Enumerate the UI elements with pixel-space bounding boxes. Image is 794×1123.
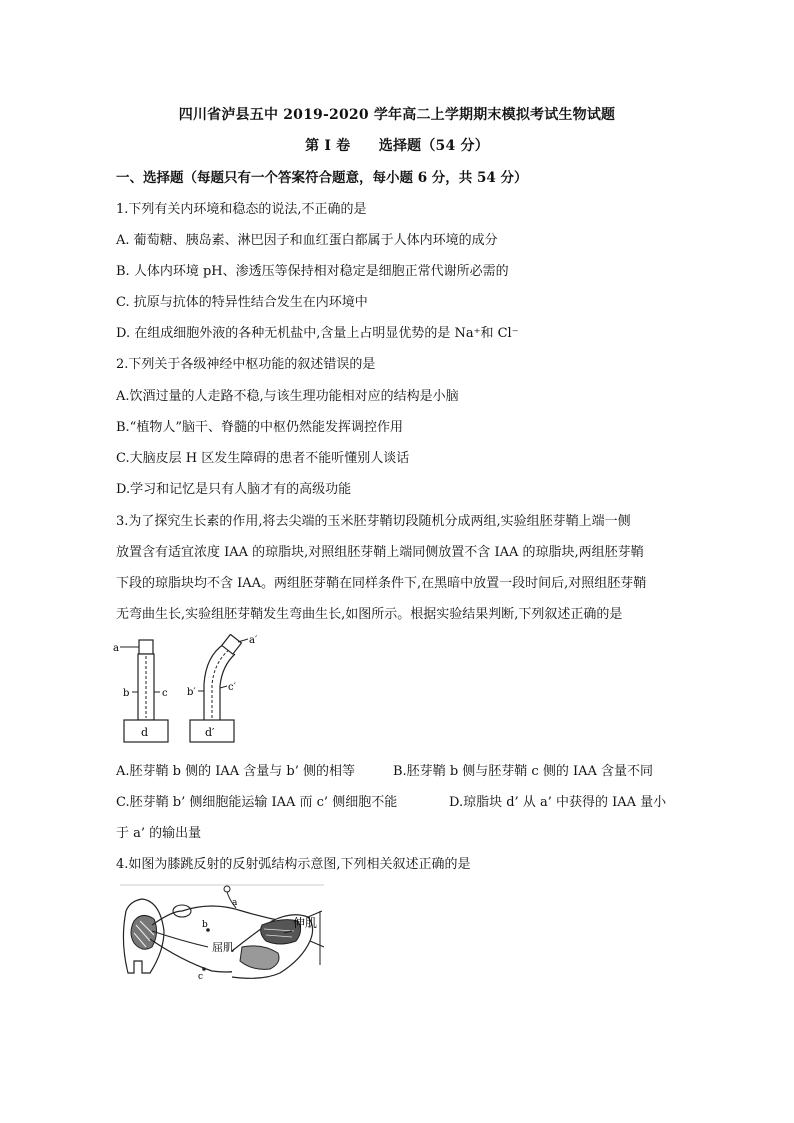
extensor-label: 伸肌 — [293, 916, 318, 930]
label-line-c-prime — [220, 686, 227, 688]
q2-option-c: C.大脑皮层 H 区发生障碍的患者不能听懂别人谈话 — [116, 451, 410, 466]
agar-block-a-prime — [222, 634, 242, 654]
fig-label-d: d — [141, 726, 149, 739]
q1-stem: 1.下列有关内环境和稳态的说法,不正确的是 — [116, 202, 367, 217]
q2-option-a: A.饮酒过量的人走路不稳,与该生理功能相对应的结构是小脑 — [116, 389, 459, 404]
reflex-label-b: b — [202, 920, 208, 930]
exam-title: 四川省泸县五中 2019-2020 学年高二上学期期末模拟考试生物试题 — [178, 107, 616, 123]
q3-option-c: C.胚芽鞘 b’ 侧细胞能运输 IAA 而 c’ 侧细胞不能 — [116, 795, 398, 810]
q2-option-d: D.学习和记忆是只有人脑才有的高级功能 — [116, 482, 352, 497]
q3-stem-line1: 3.为了探究生长素的作用,将去尖端的玉米胚芽鞘切段随机分成两组,实验组胚芽鞘上端一侧 — [116, 514, 631, 529]
q3-option-d-continued: 于 a’ 的输出量 — [116, 826, 202, 841]
q3-stem-line3: 下段的琼脂块均不含 IAA。两组胚芽鞘在同样条件下,在黑暗中放置一段时间后,对照组胚芽鞘 — [116, 576, 647, 591]
reflex-label-c: c — [198, 972, 204, 982]
reflex-label-a: a — [232, 898, 238, 908]
q4-stem: 4.如图为膝跳反射的反射弧结构示意图,下列相关叙述正确的是 — [116, 857, 471, 872]
volume-subtitle: 第 I 卷 选择题（54 分） — [305, 138, 489, 154]
q1-option-a: A. 葡萄糖、胰岛素、淋巴因子和血红蛋白都属于人体内环境的成分 — [116, 233, 498, 248]
fig-label-b-prime: b′ — [187, 687, 196, 698]
q2-option-b: B.“植物人”脑干、脊髓的中枢仍然能发挥调控作用 — [116, 420, 403, 435]
fig-label-d-prime: d′ — [205, 726, 215, 739]
section-heading: 一、选择题（每题只有一个答案符合题意，每小题 6 分，共 54 分） — [116, 170, 528, 186]
q3-stem-line2: 放置含有适宜浓度 IAA 的琼脂块,对照组胚芽鞘上端同侧放置不含 IAA 的琼脂块,两组胚芽鞘 — [116, 545, 644, 560]
coleoptile-figure — [110, 634, 270, 749]
label-line-a-prime — [238, 639, 248, 642]
afferent-nerve — [152, 906, 282, 925]
q2-stem: 2.下列关于各级神经中枢功能的叙述错误的是 — [116, 357, 376, 372]
q1-option-c: C. 抗原与抗体的特异性结合发生在内环境中 — [116, 295, 368, 310]
fig-label-a-prime: a′ — [249, 635, 258, 646]
point-c — [202, 967, 206, 971]
fig-label-a: a — [113, 643, 119, 654]
q3-option-d: D.琼脂块 d’ 从 a’ 中获得的 IAA 量小 — [449, 795, 667, 810]
q3-stem-line4: 无弯曲生长,实验组胚芽鞘发生弯曲生长,如图所示。根据实验结果判断,下列叙述正确的是 — [116, 607, 623, 622]
q3-option-a: A.胚芽鞘 b 侧的 IAA 含量与 b’ 侧的相等 — [116, 764, 356, 779]
q3-option-b: B.胚芽鞘 b 侧与胚芽鞘 c 侧的 IAA 含量不同 — [393, 764, 653, 779]
fig-label-b: b — [123, 688, 130, 699]
q1-option-d: D. 在组成细胞外液的各种无机盐中,含量上占明显优势的是 Na⁺和 Cl⁻ — [116, 326, 519, 341]
fig-label-c: c — [162, 688, 168, 699]
flexor-label: 屈肌 — [212, 941, 234, 954]
reflex-arc-figure — [112, 881, 327, 999]
q1-option-b: B. 人体内环境 pH、渗透压等保持相对稳定是细胞正常代谢所必需的 — [116, 264, 509, 279]
receptor — [224, 886, 230, 892]
fig-label-c-prime: c′ — [228, 682, 236, 693]
agar-block-a — [139, 640, 153, 654]
